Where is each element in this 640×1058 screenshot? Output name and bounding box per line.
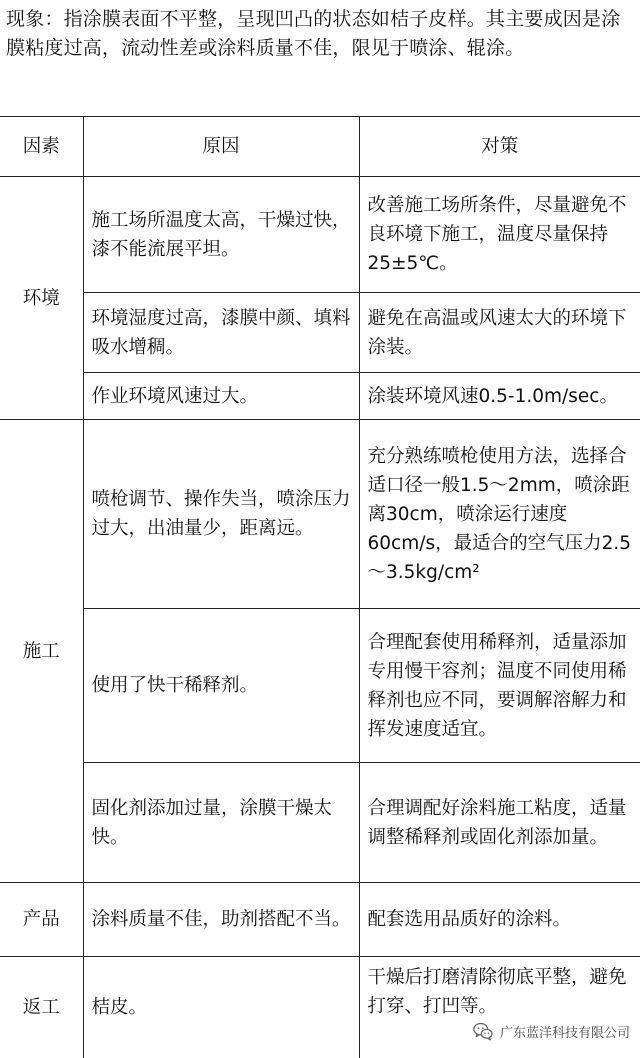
solution-cell: 改善施工场所条件，尽量避免不良环境下施工，温度尽量保持25±5℃。 bbox=[359, 177, 640, 293]
solution-cell: 合理配套使用稀释剂，适量添加专用慢干容剂；温度不同使用稀释剂也应不同，要调解溶解力和挥发速度适宜。 bbox=[359, 609, 640, 763]
solution-cell: 充分熟练喷枪使用方法，选择合适口径一般1.5～2mm，喷涂距离30cm，喷涂运行速度60cm/s，最适合的空气压力2.5～3.5kg/cm² bbox=[359, 420, 640, 609]
header-cause: 原因 bbox=[83, 117, 359, 177]
cause-cell: 环境湿度过高，漆膜中颜、填料吸水增稠。 bbox=[83, 293, 359, 373]
cause-cell: 施工场所温度太高，干燥过快，漆不能流展平坦。 bbox=[83, 177, 359, 293]
table-row bbox=[0, 177, 640, 293]
solution-cell: 配套选用品质好的涂料。 bbox=[359, 883, 640, 957]
solution-cell: 避免在高温或风速太大的环境下涂装。 bbox=[359, 293, 640, 373]
wechat-icon bbox=[472, 1020, 494, 1042]
phenomenon-description: 现象：指涂膜表面不平整，呈现凹凸的状态如桔子皮样。其主要成因是涂膜粘度过高，流动性差或涂料质量不佳，限见于喷涂、辊涂。 bbox=[6, 8, 621, 59]
table-row bbox=[0, 609, 640, 763]
table-row bbox=[0, 420, 640, 609]
table-row bbox=[0, 373, 640, 420]
header-solution: 对策 bbox=[359, 117, 640, 177]
cause-cell: 固化剂添加过量，涂膜干燥太快。 bbox=[83, 763, 359, 883]
cause-cell: 喷枪调节、操作失当，喷涂压力过大，出油量少，距离远。 bbox=[83, 420, 359, 609]
table-row bbox=[0, 293, 640, 373]
factor-cell: 返工 bbox=[0, 957, 83, 1058]
cause-cell: 使用了快干稀释剂。 bbox=[83, 609, 359, 763]
table-header-row bbox=[0, 117, 640, 177]
header-factor: 因素 bbox=[0, 117, 83, 177]
cause-cell: 涂料质量不佳，助剂搭配不当。 bbox=[83, 883, 359, 957]
table-row bbox=[0, 763, 640, 883]
watermark bbox=[472, 1019, 630, 1043]
factor-cell: 施工 bbox=[0, 420, 83, 883]
watermark-text: 广东蓝洋科技有限公司 bbox=[499, 1025, 630, 1041]
table-row bbox=[0, 883, 640, 957]
factor-cell: 产品 bbox=[0, 883, 83, 957]
cause-cell: 作业环境风速过大。 bbox=[83, 373, 359, 420]
factor-cell: 环境 bbox=[0, 177, 83, 420]
solution-cell: 合理调配好涂料施工粘度，适量调整稀释剂或固化剂添加量。 bbox=[359, 763, 640, 883]
solution-cell: 涂装环境风速0.5-1.0m/sec。 bbox=[359, 373, 640, 420]
cause-cell: 桔皮。 bbox=[83, 957, 359, 1058]
solution-cell: 干燥后打磨清除彻底平整，避免打穿、打凹等。 bbox=[359, 957, 640, 1058]
cause-solution-table bbox=[0, 116, 640, 1058]
